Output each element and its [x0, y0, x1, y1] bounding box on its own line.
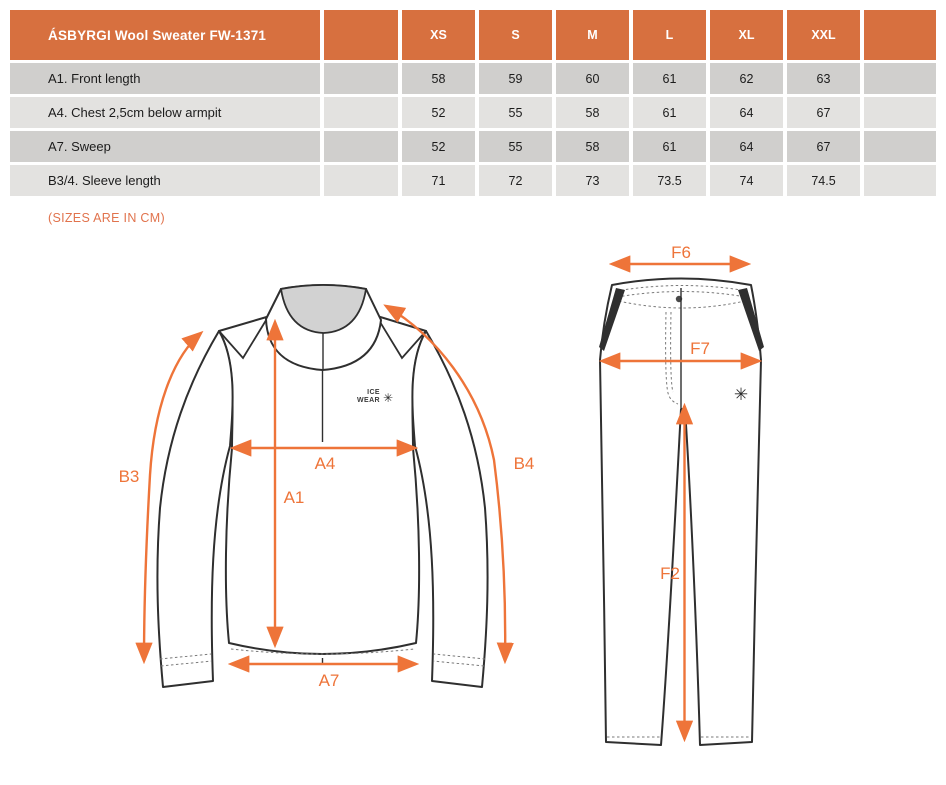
measurement-diagrams [0, 230, 946, 785]
f7-label: F7 [690, 339, 710, 358]
f2-label: F2 [660, 564, 680, 583]
cell-front-length-xxl: 63 [787, 63, 860, 94]
row-spacer-cell-end [864, 63, 936, 94]
cell-chest-xxl: 67 [787, 97, 860, 128]
a4-label: A4 [314, 454, 336, 473]
size-header-l: L [633, 10, 706, 60]
logo-text-line1: ICE [367, 389, 380, 396]
row-label-front-length: A1. Front length [10, 63, 320, 94]
size-header-xs: XS [402, 10, 475, 60]
size-table [10, 10, 936, 196]
cell-chest-m: 58 [556, 97, 629, 128]
row-spacer-cell-end [864, 131, 936, 162]
sweater-right-sleeve [412, 331, 487, 687]
cell-sweep-l: 61 [633, 131, 706, 162]
cell-front-length-l: 61 [633, 63, 706, 94]
size-header-s: S [479, 10, 552, 60]
b4-label: B4 [513, 454, 535, 473]
size-header-xl: XL [710, 10, 783, 60]
row-label-sleeve-length: B3/4. Sleeve length [10, 165, 320, 196]
a1-label: A1 [283, 488, 305, 507]
row-spacer-cell [324, 131, 398, 162]
cell-chest-l: 61 [633, 97, 706, 128]
sizes-in-cm-note: (SIZES ARE IN CM) [48, 211, 165, 225]
cell-sweep-s: 55 [479, 131, 552, 162]
b3-label: B3 [118, 467, 140, 486]
logo-text-line2: WEAR [357, 397, 380, 404]
row-spacer-cell [324, 165, 398, 196]
cell-sleeve-l: 73.5 [633, 165, 706, 196]
cell-front-length-xl: 62 [710, 63, 783, 94]
cell-sweep-xxl: 67 [787, 131, 860, 162]
row-label-chest: A4. Chest 2,5cm below armpit [10, 97, 320, 128]
header-spacer-cell [324, 10, 398, 60]
cell-sleeve-m: 73 [556, 165, 629, 196]
cell-chest-xl: 64 [710, 97, 783, 128]
cell-sleeve-s: 72 [479, 165, 552, 196]
row-spacer-cell [324, 63, 398, 94]
row-spacer-cell-end [864, 97, 936, 128]
cell-sleeve-xs: 71 [402, 165, 475, 196]
snowflake-icon: ✳ [733, 385, 749, 405]
row-spacer-cell-end [864, 165, 936, 196]
cell-front-length-s: 59 [479, 63, 552, 94]
cell-front-length-xs: 58 [402, 63, 475, 94]
sweater-diagram [119, 285, 535, 690]
cell-chest-xs: 52 [402, 97, 475, 128]
cell-sleeve-xl: 74 [710, 165, 783, 196]
cell-sleeve-xxl: 74.5 [787, 165, 860, 196]
row-spacer-cell [324, 97, 398, 128]
header-spacer-cell-end [864, 10, 936, 60]
cell-sweep-xs: 52 [402, 131, 475, 162]
snowflake-icon: ✳ [382, 391, 394, 405]
size-header-xxl: XXL [787, 10, 860, 60]
cell-sweep-xl: 64 [710, 131, 783, 162]
cell-front-length-m: 60 [556, 63, 629, 94]
a7-label: A7 [318, 671, 340, 690]
table-title: ÁSBYRGI Wool Sweater FW-1371 [10, 10, 320, 60]
cell-sweep-m: 58 [556, 131, 629, 162]
f6-label: F6 [671, 243, 691, 262]
row-label-sweep: A7. Sweep [10, 131, 320, 162]
size-header-m: M [556, 10, 629, 60]
cell-chest-s: 55 [479, 97, 552, 128]
pants-diagram [599, 243, 764, 745]
